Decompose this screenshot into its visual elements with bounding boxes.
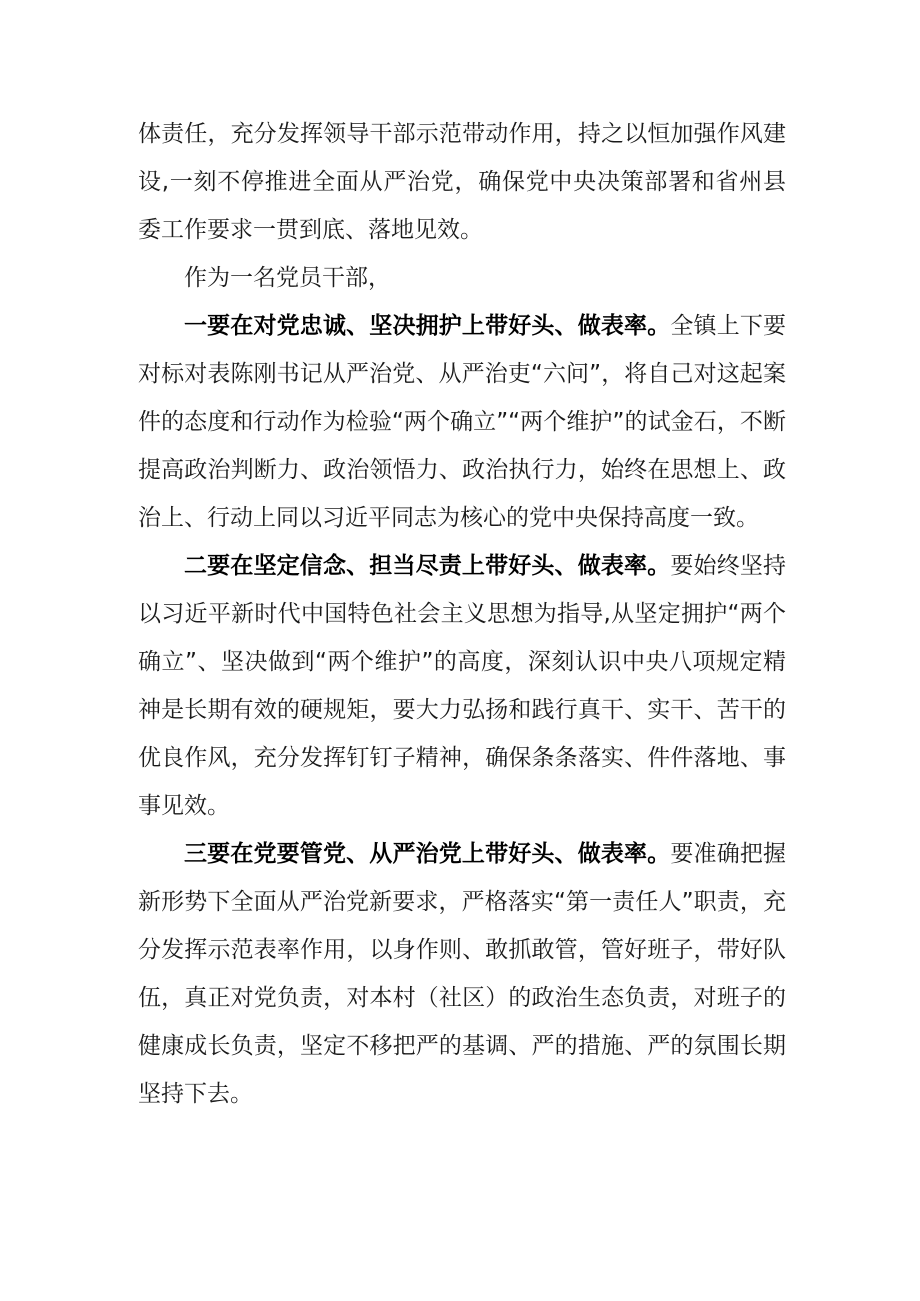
paragraph-intro: 作为一名党员干部， bbox=[184, 265, 391, 291]
paragraph-first-requirement bbox=[138, 302, 786, 542]
first-requirement-text: 全镇上下要对标对表陈刚书记从严治党、从严治吏“六问”，将自己对这起案件的态度和行动作为检验“两个确立”“两个维护”的试金石，不断提高政治判断力、政治领悟力、政治执行力，始终在思想上、政治上、行动上同以习近平同志为核心的党中央保持高度一致。 bbox=[138, 313, 787, 531]
paragraph-third-requirement bbox=[138, 830, 786, 1118]
document-body bbox=[138, 110, 786, 1118]
second-requirement-heading: 二要在坚定信念、担当尽责上带好头、做表率。 bbox=[184, 553, 671, 579]
third-requirement-text: 要准确把握新形势下全面从严治党新要求，严格落实“第一责任人”职责，充分发挥示范表率作用，以身作则、敢抓敢管，管好班子，带好队伍，真正对党负责，对本村（社区）的政治生态负责，对班子的健康成长负责，坚定不移把严的基调、严的措施、严的氛围长期坚持下去。 bbox=[138, 841, 787, 1107]
paragraph-continued: 体责任，充分发挥领导干部示范带动作用，持之以恒加强作风建设,一刻不停推进全面从严治党，确保党中央决策部署和省州县委工作要求一贯到底、落地见效。 bbox=[138, 121, 786, 243]
paragraph-second-requirement bbox=[138, 542, 786, 830]
second-requirement-text: 要始终坚持以习近平新时代中国特色社会主义思想为指导,从坚定拥护“两个确立”、坚决做到“两个维护”的高度，深刻认识中央八项规定精神是长期有效的硬规矩，要大力弘扬和践行真干、实干、苦干的优良作风，充分发挥钉钉子精神，确保条条落实、件件落地、事事见效。 bbox=[138, 553, 787, 819]
first-requirement-heading: 一要在对党忠诚、坚决拥护上带好头、做表率。 bbox=[184, 313, 671, 339]
third-requirement-heading: 三要在党要管党、从严治党上带好头、做表率。 bbox=[184, 841, 671, 867]
